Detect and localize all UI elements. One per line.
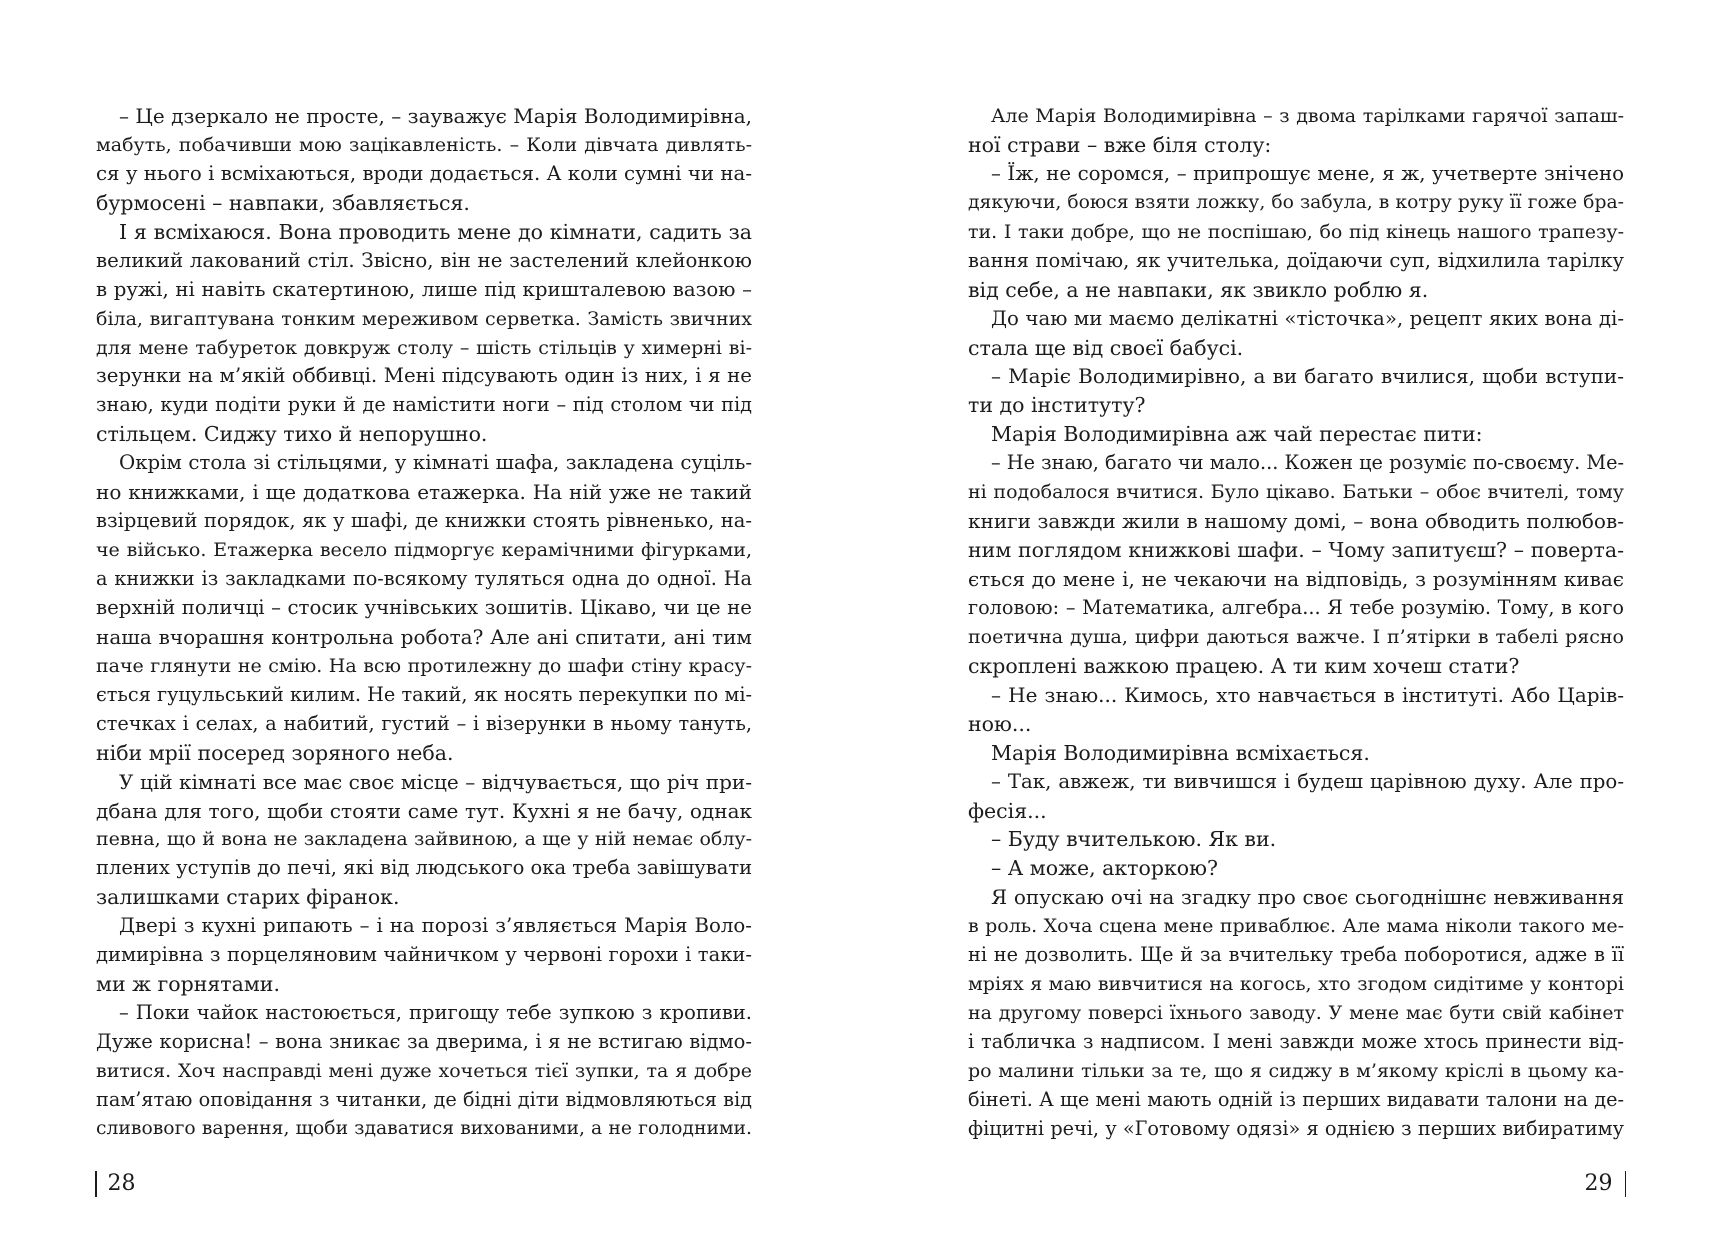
left-page [0,0,856,1258]
text-line: ні подобалося вчитися. Було цікаво. Батьки – обоє вчителі, тому [968,481,1624,504]
text-line: пам’ятаю оповідання з читанки, де бідні діти відмовляються від [96,1087,752,1111]
text-line: ним поглядом книжкові шафи. – Чому запитуєш? – поверта- [968,538,1624,563]
text-line: залишками старих фіранок. [96,885,400,910]
text-line: ні не дозволить. Ще й за вчительку треба поборотися, адже в її [968,943,1624,967]
text-line: на другому поверсі їхнього заводу. У мене має бути свій кабінет [968,1002,1624,1025]
text-line: ти. І таки добре, що не поспішаю, бо під кінець нашого трапезу- [968,220,1624,243]
text-line: Дуже корисна! – вона зникає за дверима, і я не встигаю відмо- [96,1030,752,1053]
text-line: бурмосені – навпаки, збавляється. [96,190,470,215]
right-page-folio [1585,1170,1627,1198]
text-line: взірцевий порядок, як у шафі, де книжки стоять рівненько, на- [96,509,752,533]
text-line: У цій кімнаті все має своє місце – відчувається, що річ при- [119,769,752,794]
text-line: дбана для того, щоби стояти саме тут. Кухні я не бачу, однак [96,798,752,823]
text-line: сливового варення, щоби здаватися вихованими, а не голодними. [96,1117,752,1139]
text-line: – Не знаю... Кимось, хто навчається в інституті. Або Царів- [991,682,1624,707]
text-line: Я опускаю очі на згадку про своє сьогоднішнє невживання [991,885,1624,910]
text-line: че військо. Етажерка весело підморгує керамічними фігурками, [96,539,752,562]
text-line: в роль. Хоча сцена мене приваблює. Але мама ніколи такого ме- [968,915,1624,938]
text-line: – Їж, не соромся, – припрошує мене, я ж, учетверте знічено [991,161,1624,185]
text-line: головою: – Математика, алгебра... Я тебе розумію. Тому, в кого [968,595,1624,619]
text-line: і табличка з надписом. І мені завжди може хтось принести від- [968,1030,1624,1053]
text-line: бінеті. А ще мені мають одній із перших видавати талони на де- [968,1087,1624,1111]
text-line: книги завжди жили в нашому домі, – вона обводить полюбов- [968,509,1624,534]
text-line: ся у нього і всміхаються, вроди додається. А коли сумні чи на- [96,161,752,185]
text-line: Марія Володимирівна аж чай перестає пити: [991,422,1483,447]
right-page [856,0,1712,1258]
text-line: – Це дзеркало не просте, – зауважує Марія Володимирівна, [119,104,752,128]
text-line: ми ж горнятами. [96,972,280,997]
text-line: великий лакований стіл. Звісно, він не застелений клейонкою [96,248,752,272]
text-line: знаю, куди подіти руки й де намістити ноги – під столом чи під [96,393,752,417]
page-number-left: 28 [107,1171,136,1196]
text-line: ною... [968,711,1032,736]
text-line: ро малини тільки за те, що я сиджу в м’якому кріслі в цьому ка- [968,1059,1624,1082]
left-page-folio [95,1170,136,1198]
right-page-text [968,102,1624,1144]
text-line: верхній поличці – стосик учнівських зошитів. Цікаво, чи це не [96,595,752,619]
text-line: витися. Хоч насправді мені дуже хочеться тієї зупки, та я добре [96,1059,752,1082]
text-line: – Поки чайок настоюється, пригощу тебе зупкою з кропиви. [119,1001,752,1025]
text-line: ти до інституту? [968,393,1146,418]
text-line: – Не знаю, багато чи мало... Кожен це розуміє по-своєму. Ме- [991,451,1624,475]
text-line: а книжки із закладками по-всякому туляться одна до одної. На [96,567,752,590]
text-line: фіцитні речі, у «Готовому одязі» я однією з перших вибиратиму [968,1116,1624,1140]
text-line: мріях я маю вивчитися на когось, хто згодом сидітиме у конторі [968,973,1624,996]
text-line: скроплені важкою працею. А ти ким хочеш стати? [968,653,1520,678]
text-line: стільцем. Сиджу тихо й непорушно. [96,422,488,447]
text-line: паче глянути не смію. На всю протилежну до шафи стіну красу- [96,654,752,677]
folio-rule [1625,1171,1627,1197]
left-page-text [96,102,752,1144]
text-line: для мене табуреток довкруж столу – шість стільців у химерні ві- [96,336,752,359]
text-line: но книжками, і ще додаткова етажерка. На ній уже не такий [96,480,752,505]
text-line: плених уступів до печі, які від людського ока треба завішувати [96,856,752,880]
text-line: – Так, авжеж, ти вивчишся і будеш царівною духу. Але про- [991,769,1624,793]
text-line: Окрім стола зі стільцями, у кімнаті шафа, закладена суціль- [119,451,752,475]
page-number-right: 29 [1584,1171,1613,1196]
text-line: певна, що й вона не закладена зайвиною, а ще у ній немає облу- [96,828,752,851]
text-line: – Буду вчителькою. Як ви. [991,827,1277,852]
text-line: фесія... [968,798,1047,823]
text-line: ніби мрії посеред зоряного неба. [96,740,454,765]
text-line: від себе, а не навпаки, як звикло роблю я. [968,277,1429,302]
text-line: – Маріє Володимирівно, а ви багато вчилися, щоби вступи- [991,364,1624,389]
text-line: – А може, акторкою? [991,856,1218,881]
text-line: ється до мене і, не чекаючи на відповідь, з розумінням киває [968,567,1624,591]
text-line: ється гуцульський килим. Не такий, як носять перекупки по мі- [96,682,752,706]
text-line: мабуть, побачивши мою зацікавленість. – Коли дівчата дивлять- [96,133,752,156]
text-line: зерунки на м’якій оббивці. Мені підсувають один із них, і я не [96,364,752,388]
text-line: Двері з кухні рипають – і на порозі з’являється Марія Воло- [119,914,752,938]
folio-rule [95,1171,97,1197]
text-line: Але Марія Володимирівна – з двома тарілками гарячої запаш- [991,105,1624,127]
text-line: І я всміхаюся. Вона проводить мене до кімнати, садить за [119,219,752,244]
text-line: димирівна з порцеляновим чайничком у червоні горохи і таки- [96,943,752,967]
text-line: Марія Володимирівна всміхається. [991,740,1370,765]
text-line: стечках і селах, а набитий, густий – і візерунки в ньому тануть, [96,711,752,735]
text-line: вання помічаю, як учителька, доїдаючи суп, відхилила тарілку [968,248,1624,272]
text-line: наша вчорашня контрольна робота? Але ані спитати, ані тим [96,624,752,649]
text-line: дякуючи, боюся взяти ложку, бо забула, в котру руку її гоже бра- [968,191,1624,213]
text-line: в ружі, ні навіть скатертиною, лише під кришталевою вазою – [96,277,752,301]
text-line: поетична душа, цифри даються важче. І п’ятірки в табелі рясно [968,625,1624,648]
text-line: стала ще від своєї бабусі. [968,335,1244,360]
text-line: До чаю ми маємо делікатні «тісточка», рецепт яких вона ді- [991,306,1624,330]
text-line: біла, вигаптувана тонким мереживом серветка. Замість звичних [96,307,752,330]
text-line: ної страви – вже біля столу: [968,132,1272,157]
